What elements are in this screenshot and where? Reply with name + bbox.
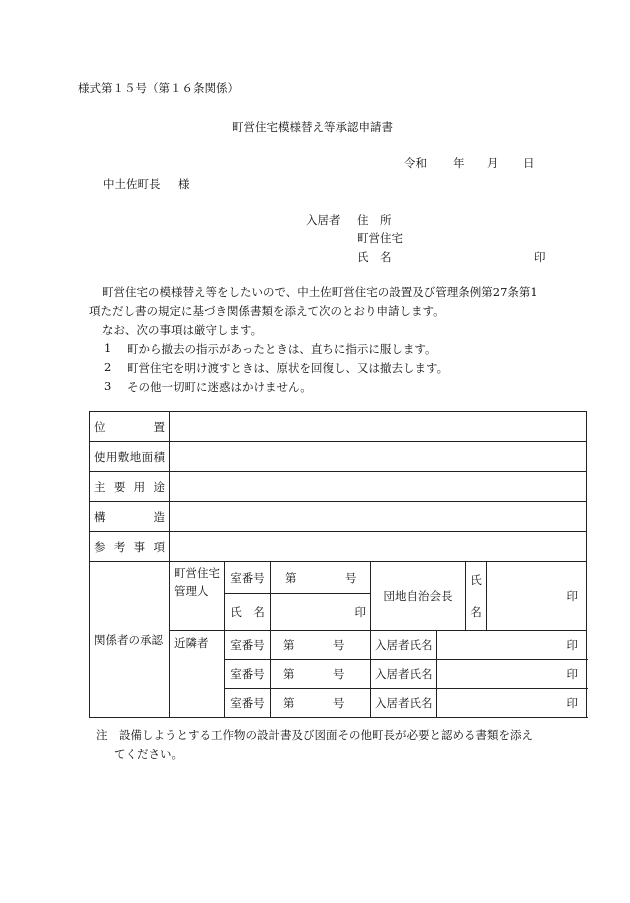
dai-label: 第 (283, 638, 295, 652)
neighbor-room-label: 室番号 (225, 689, 271, 718)
addressee: 中土佐町長 (103, 177, 161, 191)
document-title: 町営住宅模様替え等承認申請書 (232, 120, 393, 134)
date-month: 月 (487, 156, 499, 170)
neighbor-seal[interactable]: 印 (437, 689, 587, 718)
go-label: 号 (333, 638, 345, 652)
neighbor-room-number[interactable] (271, 689, 371, 718)
pledge-num: 3 (104, 379, 112, 393)
manager-label (170, 562, 225, 631)
site-area-value[interactable] (170, 442, 587, 472)
table-row (90, 562, 587, 594)
neighbor-seal[interactable]: 印 (437, 660, 587, 689)
association-name-label (466, 562, 487, 631)
honorific: 様 (178, 177, 190, 191)
pledge-text: 町から撤去の指示があったときは、直ちに指示に服します。 (127, 342, 437, 356)
table-row (90, 412, 587, 442)
housing-label: 町営住宅 (357, 231, 403, 245)
association-head-label: 団地自治会長 (371, 562, 466, 631)
neighbor-room-label: 室番号 (225, 631, 271, 660)
table-row (90, 472, 587, 502)
note-line2: てください。 (114, 747, 183, 761)
neighbor-seal[interactable]: 印 (437, 631, 587, 660)
go-label: 号 (345, 570, 357, 585)
manager-label-line1: 町営住宅 (174, 566, 220, 580)
date-day: 日 (523, 156, 535, 170)
go-label: 号 (333, 696, 345, 710)
address-label: 住 所 (357, 213, 392, 227)
location-value[interactable] (170, 412, 587, 442)
pledge-num: 2 (104, 360, 112, 374)
structure-value[interactable] (170, 502, 587, 532)
name-label: 氏 名 (357, 250, 392, 264)
date-era: 令和 (404, 156, 427, 170)
mei-label: 名 (470, 605, 482, 619)
shi-label: 氏 (470, 573, 482, 587)
dai-label: 第 (283, 667, 295, 681)
row-label-main-use: 主要用途 (90, 472, 170, 502)
association-seal[interactable]: 印 (487, 562, 587, 631)
row-label-structure: 構造 (90, 502, 170, 532)
note-line1: 注 設備しようとする工作物の設計書及び図面その他町長が必要と認める書類を添え (96, 728, 533, 742)
neighbor-resident-label: 入居者氏名 (371, 631, 437, 660)
row-label-site-area: 使用敷地面積 (90, 442, 170, 472)
manager-seal[interactable]: 印 (271, 594, 371, 631)
form-number: 様式第１５号（第１６条関係） (78, 81, 239, 95)
parties-approval-label: 関係者の承認 (90, 562, 170, 718)
manager-room-number[interactable] (271, 562, 371, 594)
applicant-role: 入居者 (306, 213, 341, 227)
table-row (90, 442, 587, 472)
row-label-reference: 参考事項 (90, 532, 170, 562)
para1-line1: 町営住宅の模様替え等をしたいので、中土佐町営住宅の設置及び管理条例第27条第1 (102, 285, 538, 299)
applicant-seal: 印 (534, 250, 546, 264)
neighbor-room-number[interactable] (271, 660, 371, 689)
date-year: 年 (453, 156, 465, 170)
neighbor-resident-label: 入居者氏名 (371, 660, 437, 689)
row-label-location: 位置 (90, 412, 170, 442)
manager-label-line2: 管理人 (174, 584, 209, 598)
manager-name-label: 氏 名 (225, 594, 271, 631)
manager-room-label: 室番号 (225, 562, 271, 594)
pledge-text: 町営住宅を明け渡すときは、原状を回復し、又は撤去します。 (127, 361, 449, 375)
pledge-num: 1 (104, 341, 112, 355)
para1-line2: 項ただし書の規定に基づき関係書類を添えて次のとおり申請します。 (89, 304, 445, 318)
main-use-value[interactable] (170, 472, 587, 502)
neighbors-label: 近隣者 (170, 631, 225, 718)
neighbor-resident-label: 入居者氏名 (371, 689, 437, 718)
dai-label: 第 (283, 696, 295, 710)
pledge-text: その他一切町に迷惑はかけません。 (127, 380, 312, 394)
application-table (89, 411, 587, 718)
reference-value[interactable] (170, 532, 587, 562)
dai-label: 第 (285, 570, 297, 585)
table-row (90, 502, 587, 532)
go-label: 号 (333, 667, 345, 681)
table-row (90, 532, 587, 562)
neighbor-room-label: 室番号 (225, 660, 271, 689)
para2: なお、次の事項は厳守します。 (102, 323, 263, 337)
neighbor-room-number[interactable] (271, 631, 371, 660)
